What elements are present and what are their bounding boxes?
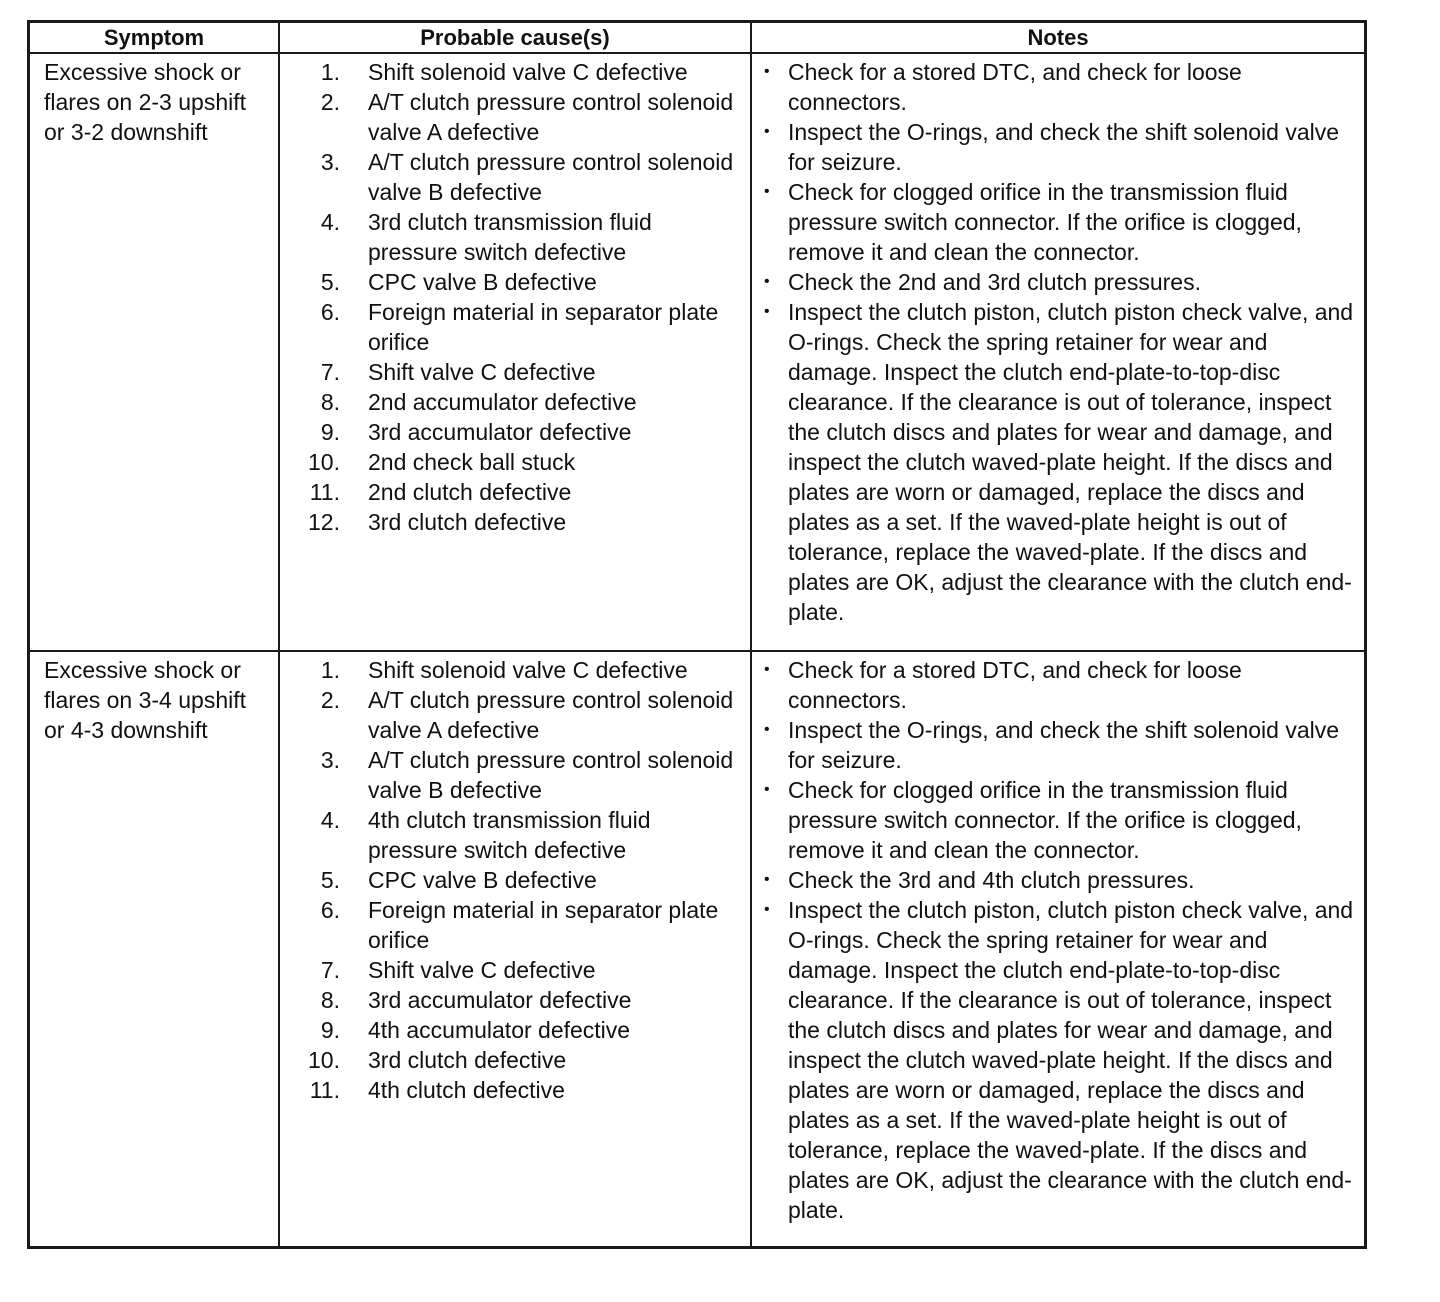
cause-text: 4th clutch transmission fluid pressure switch defective	[368, 807, 651, 863]
cause-number: 7.	[320, 957, 340, 983]
symptom-cell: Excessive shock or flares on 2-3 upshift or 3-2 downshift	[44, 59, 247, 145]
note-text: Inspect the O-rings, and check the shift solenoid valve for seizure.	[788, 717, 1340, 773]
cause-item	[280, 685, 744, 745]
bullet-icon: •	[764, 63, 770, 80]
cause-number: 9.	[320, 419, 340, 445]
cause-item	[280, 985, 744, 1015]
cause-item	[280, 1045, 744, 1075]
note-text: Inspect the O-rings, and check the shift solenoid valve for seizure.	[788, 119, 1340, 175]
cause-text: 3rd clutch defective	[368, 1047, 567, 1073]
note-item	[764, 57, 1354, 117]
note-text: Check the 3rd and 4th clutch pressures.	[788, 867, 1195, 893]
cause-number: 4.	[320, 209, 340, 235]
cause-number: 12.	[308, 509, 340, 535]
note-text: Check for clogged orifice in the transmission fluid pressure switch connector. If the orifice is clogged, remove it and clean the connector.	[788, 179, 1302, 265]
notes-list	[764, 655, 1354, 1225]
cause-item	[280, 477, 744, 507]
cause-number: 11.	[309, 479, 340, 505]
cause-text: Foreign material in separator plate orifice	[368, 897, 719, 953]
cause-number: 8.	[320, 987, 340, 1013]
cause-item	[280, 1075, 744, 1105]
note-text: Inspect the clutch piston, clutch piston check valve, and O-rings. Check the spring retainer for wear and damage. Inspect the clutch end-plate-to-top-disc clearance. If the clearance is out of tolerance, inspect the clutch discs and plates for wear and damage, and inspect the clutch waved-plate height. If the discs and plates are worn or damaged, replace the discs and plates as a set. If the waved-plate height is out of tolerance, replace the waved-plate. If the discs and plates are OK, adjust the clearance with the clutch end-plate.	[788, 897, 1354, 1223]
cause-text: 4th accumulator defective	[368, 1017, 631, 1043]
cause-text: Shift solenoid valve C defective	[368, 657, 688, 683]
cause-number: 10.	[308, 449, 340, 475]
cause-number: 4.	[320, 807, 340, 833]
bullet-icon: •	[764, 661, 770, 678]
bullet-icon: •	[764, 183, 770, 200]
note-text: Check for clogged orifice in the transmission fluid pressure switch connector. If the orifice is clogged, remove it and clean the connector.	[788, 777, 1302, 863]
bullet-icon: •	[764, 871, 770, 888]
note-item	[764, 267, 1354, 297]
cause-number: 3.	[320, 149, 340, 175]
cause-item	[280, 955, 744, 985]
bullet-icon: •	[764, 901, 770, 918]
cause-number: 1.	[320, 59, 340, 85]
cause-text: 3rd clutch defective	[368, 509, 567, 535]
notes-cell	[750, 652, 1364, 1246]
cause-item	[280, 267, 744, 297]
causes-list	[280, 655, 744, 1105]
note-text: Inspect the clutch piston, clutch piston check valve, and O-rings. Check the spring retainer for wear and damage. Inspect the clutch end-plate-to-top-disc clearance. If the clearance is out of tolerance, inspect the clutch discs and plates for wear and damage, and inspect the clutch waved-plate height. If the discs and plates are worn or damaged, replace the discs and plates as a set. If the waved-plate height is out of tolerance, replace the waved-plate. If the discs and plates are OK, adjust the clearance with the clutch end-plate.	[788, 299, 1354, 625]
cause-item	[280, 417, 744, 447]
cause-text: A/T clutch pressure control solenoid valve B defective	[368, 747, 734, 803]
cause-number: 3.	[320, 747, 340, 773]
bullet-icon: •	[764, 781, 770, 798]
troubleshooting-table	[27, 20, 1367, 1249]
cause-item	[280, 447, 744, 477]
cause-text: 3rd clutch transmission fluid pressure switch defective	[368, 209, 652, 265]
table-row	[30, 54, 1364, 650]
note-text: Check for a stored DTC, and check for loose connectors.	[788, 59, 1242, 115]
cause-item	[280, 387, 744, 417]
cause-number: 1.	[320, 657, 340, 683]
causes-column-header: Probable cause(s)	[278, 23, 750, 52]
cause-item	[280, 297, 744, 357]
note-text: Check for a stored DTC, and check for loose connectors.	[788, 657, 1242, 713]
note-item	[764, 655, 1354, 715]
cause-text: 2nd clutch defective	[368, 479, 572, 505]
cause-item	[280, 57, 744, 87]
note-item	[764, 775, 1354, 865]
cause-item	[280, 87, 744, 147]
bullet-icon: •	[764, 123, 770, 140]
table-row	[30, 650, 1364, 1246]
note-item	[764, 865, 1354, 895]
cause-item	[280, 805, 744, 865]
bullet-icon: •	[764, 273, 770, 290]
note-item	[764, 895, 1354, 1225]
cause-item	[280, 507, 744, 537]
cause-number: 5.	[320, 867, 340, 893]
cause-number: 7.	[320, 359, 340, 385]
symptom-column-header: Symptom	[103, 25, 205, 50]
cause-number: 2.	[320, 89, 340, 115]
causes-cell	[278, 652, 750, 1246]
note-item	[764, 715, 1354, 775]
causes-cell	[278, 54, 750, 650]
cause-number: 8.	[320, 389, 340, 415]
causes-list	[280, 57, 744, 537]
notes-column-header: Notes	[750, 23, 1364, 52]
cause-text: Shift valve C defective	[368, 359, 596, 385]
cause-number: 10.	[308, 1047, 340, 1073]
cause-number: 9.	[320, 1017, 340, 1043]
cause-text: A/T clutch pressure control solenoid valve A defective	[368, 89, 734, 145]
cause-number: 11.	[309, 1077, 340, 1103]
cause-text: Foreign material in separator plate orifice	[368, 299, 719, 355]
note-item	[764, 297, 1354, 627]
cause-text: 3rd accumulator defective	[368, 419, 632, 445]
notes-cell	[750, 54, 1364, 650]
cause-number: 2.	[320, 687, 340, 713]
cause-text: A/T clutch pressure control solenoid valve A defective	[368, 687, 734, 743]
cause-item	[280, 655, 744, 685]
cause-text: 3rd accumulator defective	[368, 987, 632, 1013]
bullet-icon: •	[764, 303, 770, 320]
cause-item	[280, 745, 744, 805]
cause-number: 6.	[320, 299, 340, 325]
table-header	[30, 23, 1364, 54]
cause-text: 2nd accumulator defective	[368, 389, 637, 415]
note-item	[764, 177, 1354, 267]
notes-list	[764, 57, 1354, 627]
cause-item	[280, 865, 744, 895]
cause-text: CPC valve B defective	[368, 867, 597, 893]
cause-text: CPC valve B defective	[368, 269, 597, 295]
bullet-icon: •	[764, 721, 770, 738]
note-item	[764, 117, 1354, 177]
cause-text: 4th clutch defective	[368, 1077, 565, 1103]
cause-item	[280, 207, 744, 267]
cause-item	[280, 1015, 744, 1045]
cause-number: 5.	[320, 269, 340, 295]
cause-item	[280, 895, 744, 955]
cause-item	[280, 147, 744, 207]
cause-text: Shift solenoid valve C defective	[368, 59, 688, 85]
cause-item	[280, 357, 744, 387]
note-text: Check the 2nd and 3rd clutch pressures.	[788, 269, 1201, 295]
cause-text: Shift valve C defective	[368, 957, 596, 983]
symptom-cell: Excessive shock or flares on 3-4 upshift or 4-3 downshift	[44, 657, 247, 743]
cause-text: A/T clutch pressure control solenoid valve B defective	[368, 149, 734, 205]
cause-text: 2nd check ball stuck	[368, 449, 576, 475]
cause-number: 6.	[320, 897, 340, 923]
